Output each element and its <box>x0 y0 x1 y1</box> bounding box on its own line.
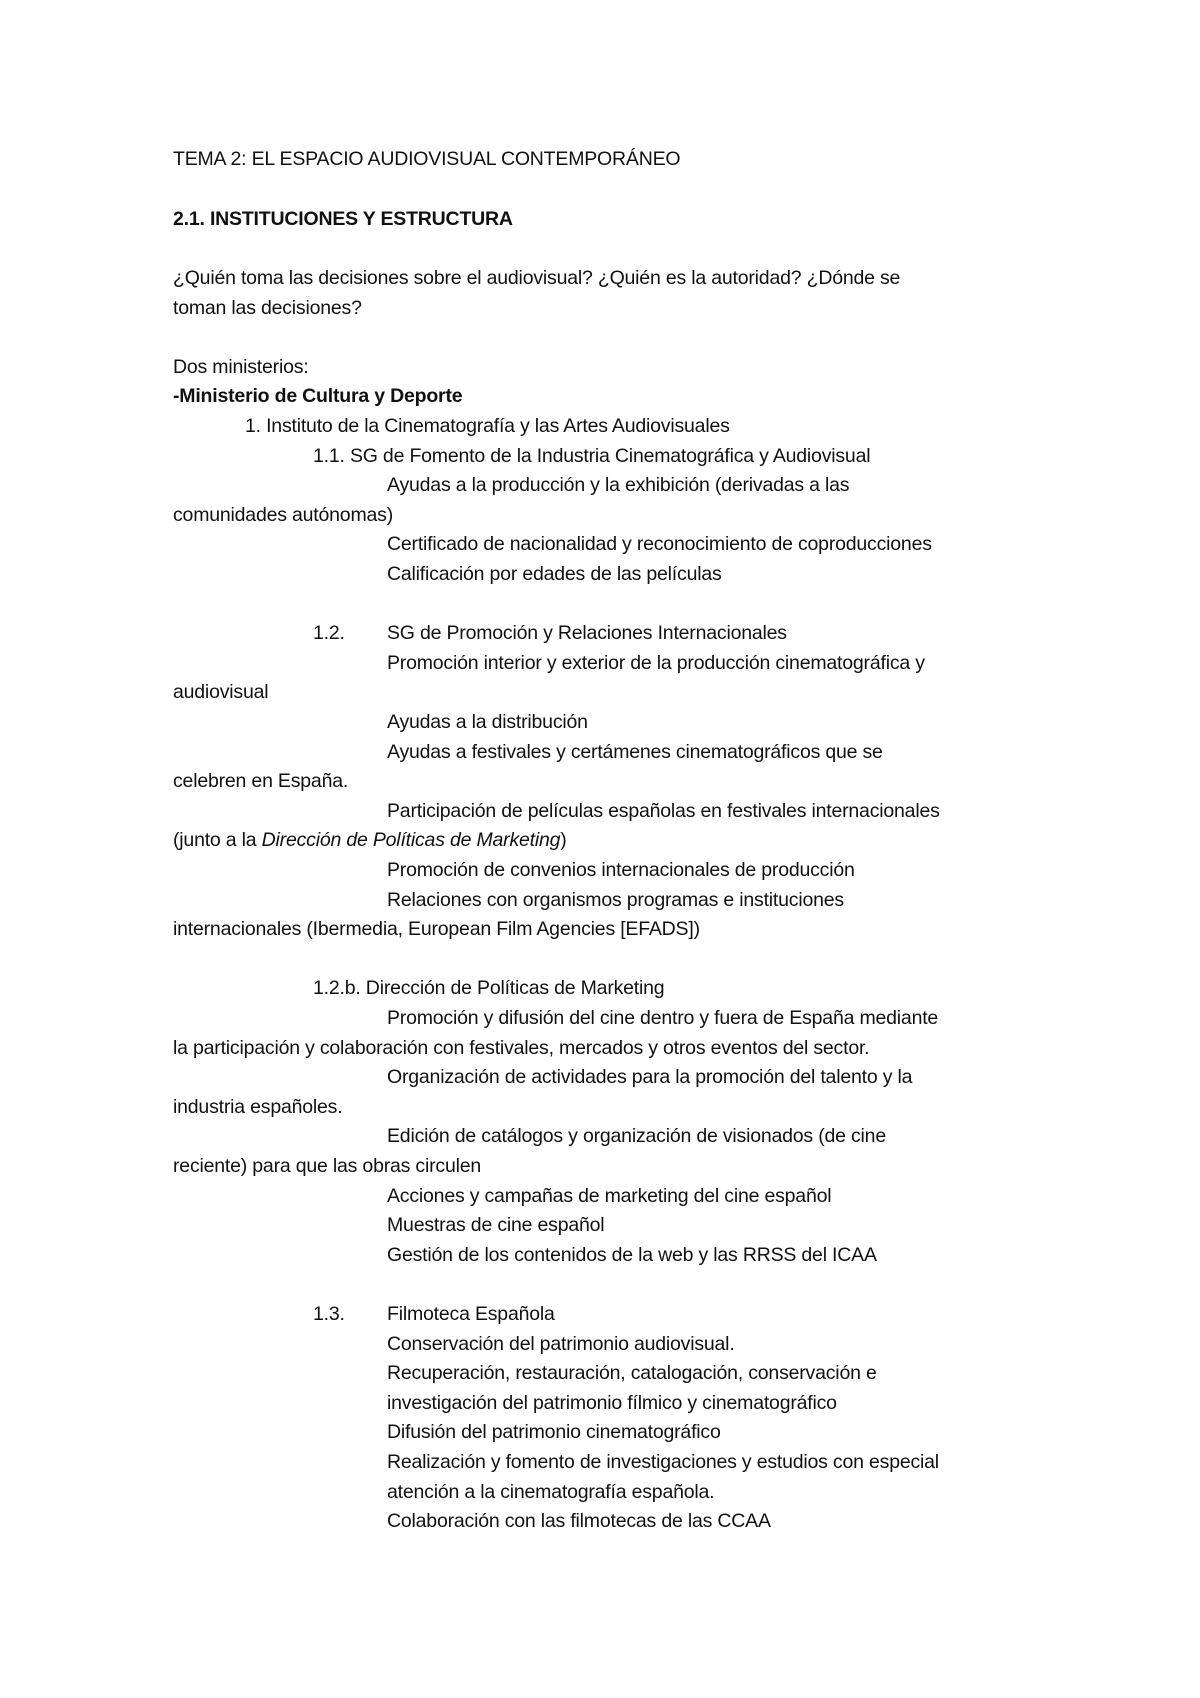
promo-item-4: Participación de películas españolas en festivales internacionales <box>387 800 940 822</box>
promo-heading: SG de Promoción y Relaciones Internacionales <box>387 622 787 644</box>
fomento-item-1-cont: comunidades autónomas) <box>173 504 393 526</box>
marketing-item-5: Muestras de cine español <box>387 1214 605 1236</box>
promo-number: 1.2. <box>313 622 345 644</box>
marketing-item-3-cont: reciente) para que las obras circulen <box>173 1155 482 1177</box>
promo-item-6-cont: internacionales (Ibermedia, European Film Agencies [EFADS]) <box>173 918 700 940</box>
marketing-item-2: Organización de actividades para la promoción del talento y la <box>387 1066 913 1088</box>
marketing-item-2-cont: industria españoles. <box>173 1096 343 1118</box>
marketing-item-1: Promoción y difusión del cine dentro y fuera de España mediante <box>387 1007 939 1029</box>
promo-item-3: Ayudas a festivales y certámenes cinematográficos que se <box>387 741 883 763</box>
filmoteca-item-5: Colaboración con las filmotecas de las CCAA <box>387 1510 771 1532</box>
promo-item-4-post: ) <box>560 829 567 851</box>
marketing-item-4: Acciones y campañas de marketing del cine español <box>387 1185 832 1207</box>
marketing-item-3: Edición de catálogos y organización de visionados (de cine <box>387 1125 886 1147</box>
promo-item-1-cont: audiovisual <box>173 681 269 703</box>
fomento-item-1: Ayudas a la producción y la exhibición (derivadas a las <box>387 474 850 496</box>
marketing-heading: 1.2.b. Dirección de Políticas de Marketing <box>313 977 665 999</box>
marketing-item-6: Gestión de los contenidos de la web y las RRSS del ICAA <box>387 1244 877 1266</box>
promo-item-5: Promoción de convenios internacionales de producción <box>387 859 855 881</box>
fomento-item-2: Certificado de nacionalidad y reconocimiento de coproducciones <box>387 533 932 555</box>
filmoteca-item-2-cont: investigación del patrimonio fílmico y cinematográfico <box>387 1392 837 1414</box>
question-line-2: toman las decisiones? <box>173 297 362 319</box>
fomento-item-3: Calificación por edades de las películas <box>387 563 722 585</box>
promo-item-6: Relaciones con organismos programas e instituciones <box>387 889 844 911</box>
filmoteca-item-4-cont: atención a la cinematografía española. <box>387 1481 715 1503</box>
icaa-heading: 1. Instituto de la Cinematografía y las Artes Audiovisuales <box>245 415 730 437</box>
filmoteca-number: 1.3. <box>313 1303 345 1325</box>
promo-item-1: Promoción interior y exterior de la producción cinematográfica y <box>387 652 925 674</box>
ministries-intro: Dos ministerios: <box>173 356 309 378</box>
filmoteca-item-3: Difusión del patrimonio cinematográfico <box>387 1421 721 1443</box>
promo-item-4-italic: Dirección de Políticas de Marketing <box>261 829 561 851</box>
question-line-1: ¿Quién toma las decisiones sobre el audiovisual? ¿Quién es la autoridad? ¿Dónde se <box>173 267 901 289</box>
promo-item-3-cont: celebren en España. <box>173 770 349 792</box>
filmoteca-item-2: Recuperación, restauración, catalogación, conservación e <box>387 1362 877 1384</box>
marketing-item-1-cont: la participación y colaboración con festivales, mercados y otros eventos del sector. <box>173 1037 870 1059</box>
doc-title: TEMA 2: EL ESPACIO AUDIOVISUAL CONTEMPORÁNEO <box>173 148 681 170</box>
filmoteca-item-1: Conservación del patrimonio audiovisual. <box>387 1333 735 1355</box>
sg-fomento-heading: 1.1. SG de Fomento de la Industria Cinematográfica y Audiovisual <box>313 445 871 467</box>
filmoteca-heading: Filmoteca Española <box>387 1303 555 1325</box>
promo-item-2: Ayudas a la distribución <box>387 711 588 733</box>
ministry-heading: -Ministerio de Cultura y Deporte <box>173 385 463 407</box>
promo-item-4-pre: (junto a la <box>173 829 262 851</box>
filmoteca-item-4: Realización y fomento de investigaciones y estudios con especial <box>387 1451 939 1473</box>
section-heading: 2.1. INSTITUCIONES Y ESTRUCTURA <box>173 208 513 230</box>
promo-item-4-cont <box>173 828 567 852</box>
